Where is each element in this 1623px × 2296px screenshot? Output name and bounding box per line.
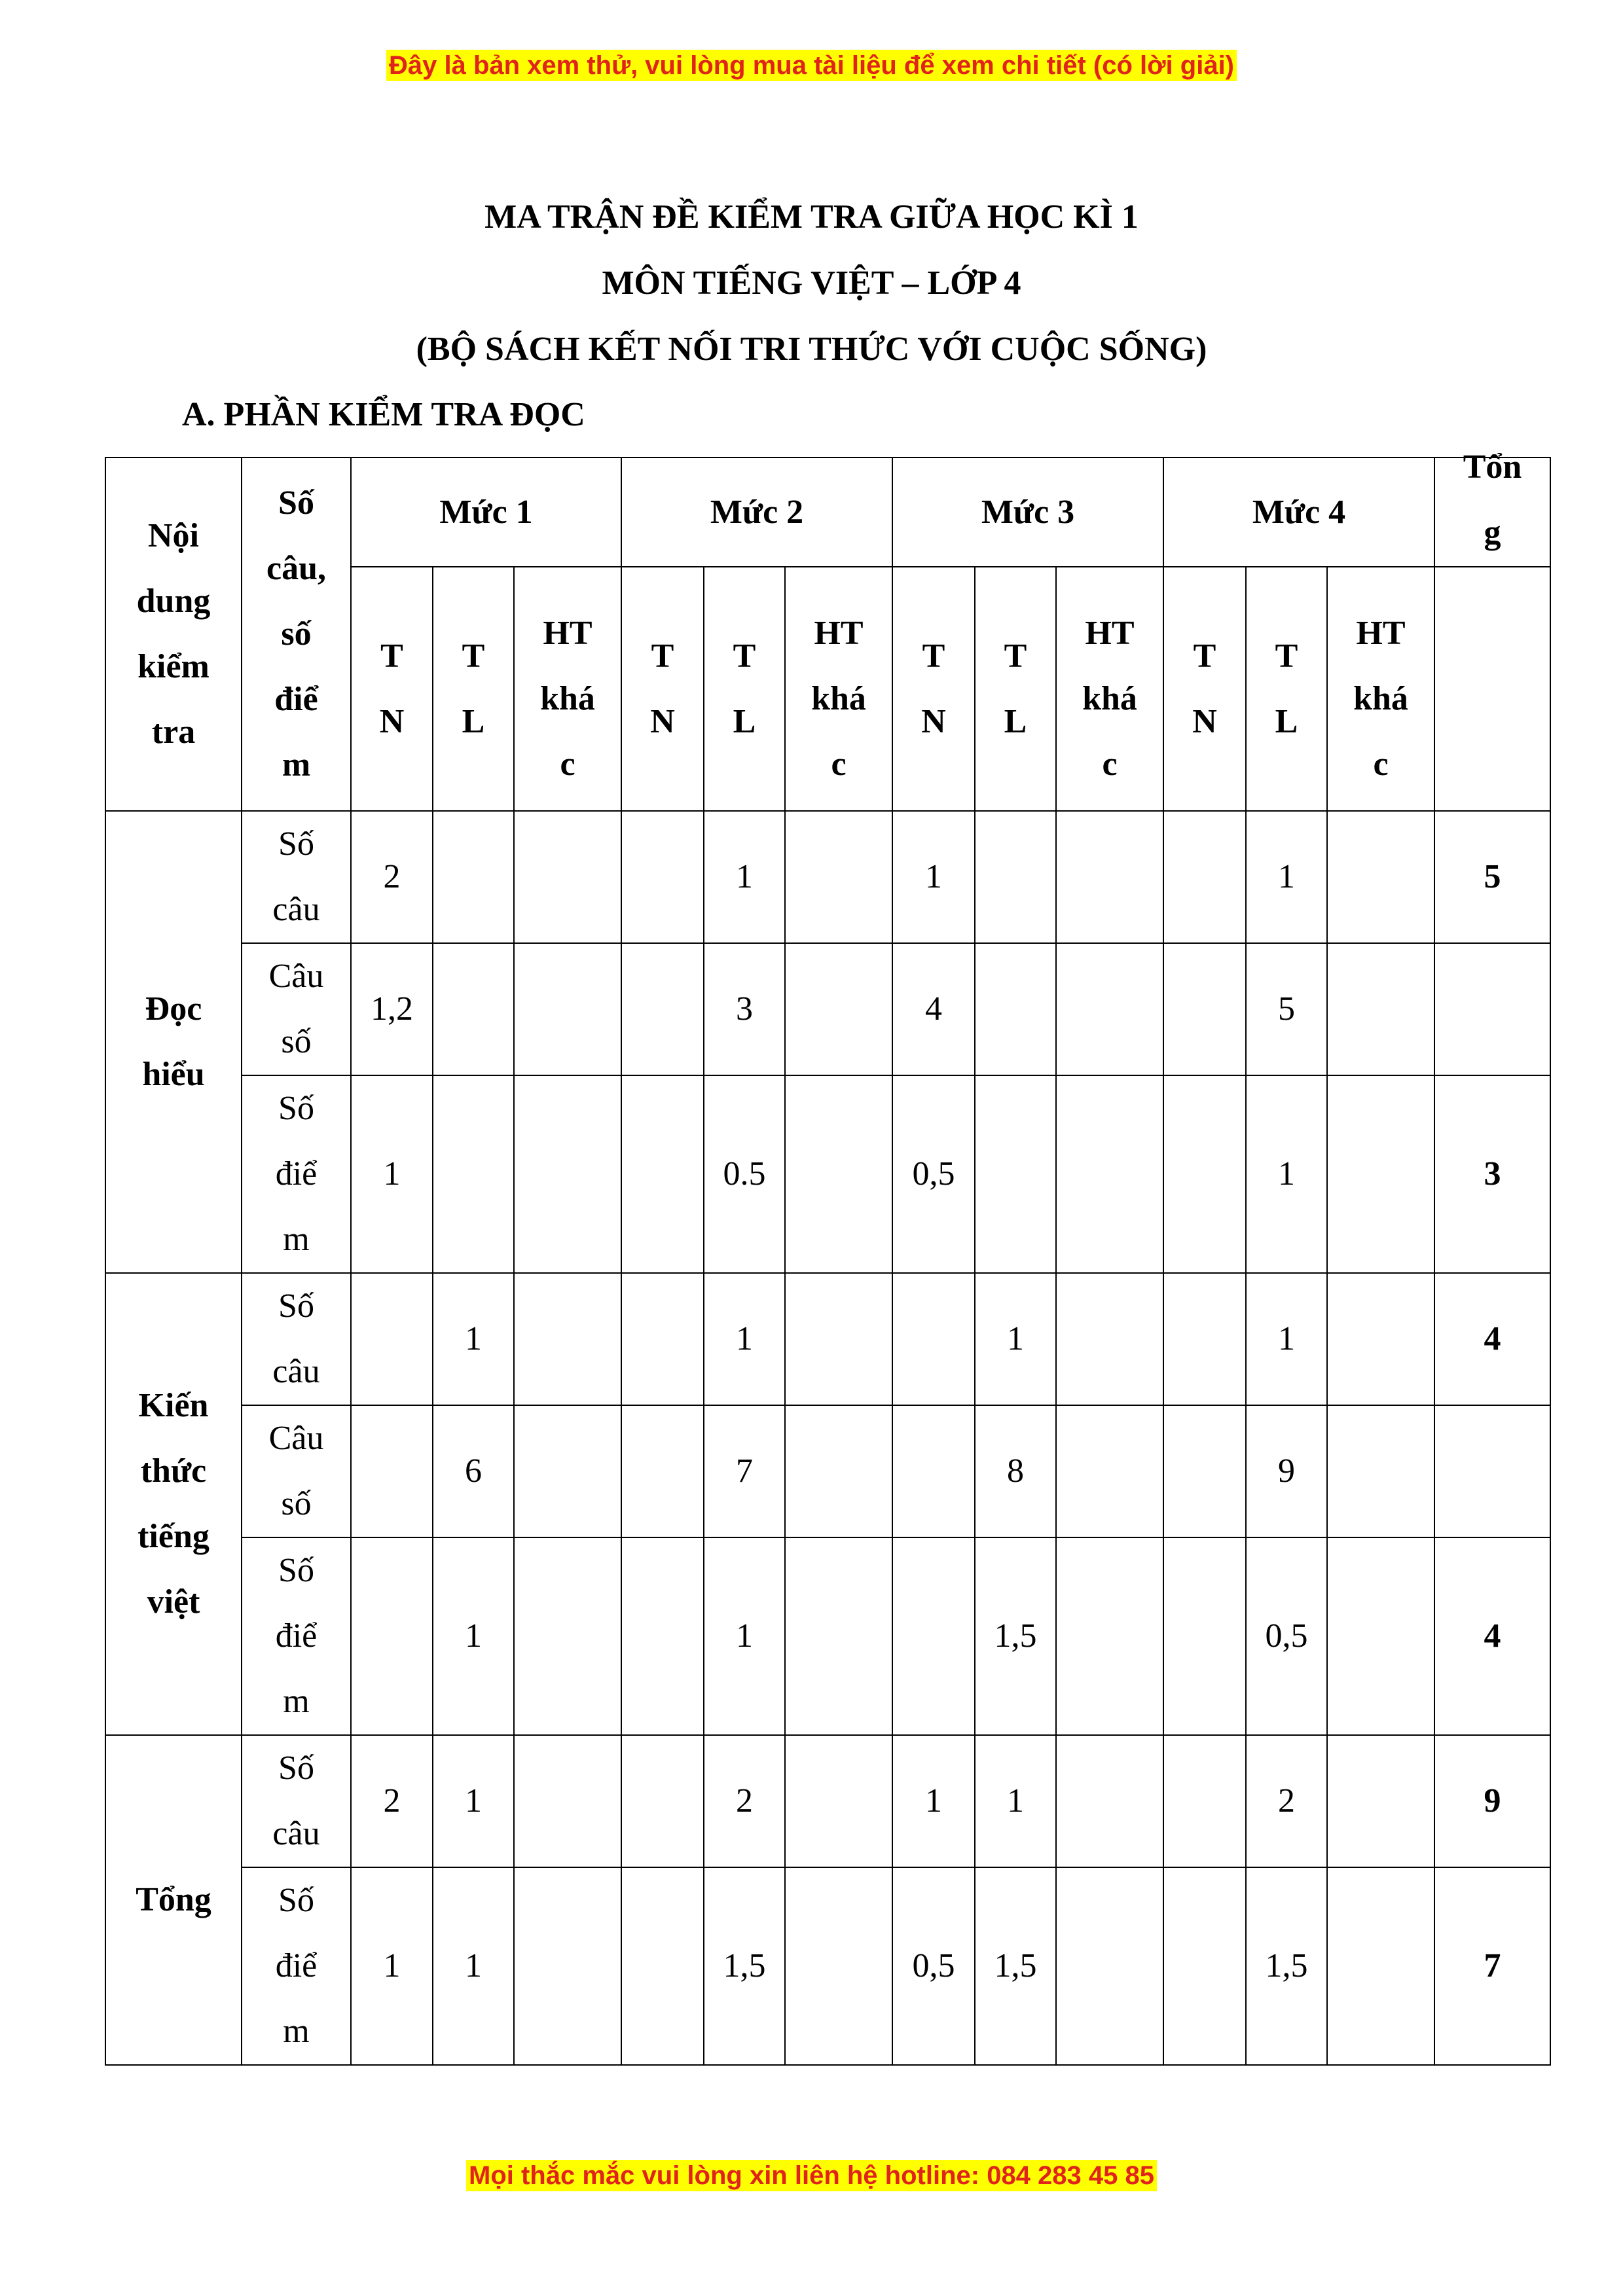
- data-cell: [621, 1867, 704, 2065]
- cell-text-line: số: [281, 1023, 312, 1060]
- document-title-line3: (BỘ SÁCH KẾT NỐI TRI THỨC VỚI CUỘC SỐNG): [416, 331, 1207, 368]
- cell-value: 1,5: [994, 1617, 1037, 1655]
- total-cell: [1434, 1537, 1550, 1735]
- cell-text-line: kiểm: [137, 648, 210, 685]
- data-cell: [621, 1405, 704, 1537]
- data-cell: [351, 1867, 433, 2065]
- data-cell: [621, 1537, 704, 1735]
- data-cell: [514, 1867, 621, 2065]
- header-ht-khac: [514, 567, 621, 811]
- data-cell: [1327, 1867, 1434, 2065]
- data-cell: [975, 1273, 1056, 1405]
- data-cell: [704, 1537, 785, 1735]
- cell-text-line: m: [283, 1221, 310, 1258]
- cell-text-line: c: [1102, 745, 1118, 783]
- header-tl: [433, 567, 514, 811]
- cell-text-line: HT: [543, 614, 593, 652]
- cell-text-line: g: [1484, 514, 1501, 551]
- cell-text-line: HT: [1356, 614, 1406, 652]
- cell-text-line: số: [281, 615, 312, 653]
- data-cell: [892, 1273, 975, 1405]
- cell-text-line: HT: [814, 614, 864, 652]
- data-cell: [621, 1735, 704, 1867]
- header-tong: [1434, 448, 1550, 567]
- data-cell: [433, 1537, 514, 1735]
- cell-value: 1: [465, 1947, 482, 1984]
- data-cell: [975, 1405, 1056, 1537]
- data-cell: [1327, 1537, 1434, 1735]
- group-doc_hieu: [105, 811, 242, 1273]
- cell-text-line: L: [1275, 702, 1298, 740]
- row-label-so_cau: [242, 811, 351, 943]
- cell-value: 6: [465, 1452, 482, 1490]
- cell-value: 1: [383, 1947, 401, 1984]
- data-cell: [975, 1075, 1056, 1273]
- cell-text-line: T: [651, 637, 674, 675]
- cell-text-line: Nội: [148, 517, 199, 554]
- data-cell: [785, 943, 892, 1075]
- level-label: Mức 1: [439, 493, 533, 531]
- total-value: 4: [1484, 1320, 1501, 1357]
- cell-text-line: m: [283, 2013, 310, 2050]
- data-cell: [351, 1273, 433, 1405]
- cell-value: 1,5: [723, 1947, 766, 1984]
- data-cell: [704, 1075, 785, 1273]
- group-tong: [105, 1735, 242, 2065]
- level-label: Mức 2: [710, 493, 804, 531]
- data-cell: [351, 1735, 433, 1867]
- total-value: 9: [1484, 1782, 1501, 1820]
- cell-text-line: Số: [278, 1287, 314, 1325]
- cell-text-line: T: [733, 637, 756, 675]
- data-cell: [433, 811, 514, 943]
- cell-text-line: N: [921, 702, 946, 740]
- cell-text-line: c: [1373, 745, 1389, 783]
- data-cell: [975, 1867, 1056, 2065]
- cell-text-line: số: [281, 1485, 312, 1522]
- header-ht-khac: [1327, 567, 1434, 811]
- cell-text-line: m: [282, 746, 311, 783]
- test-matrix-table: [105, 448, 1551, 2066]
- cell-value: 0,5: [912, 1155, 955, 1193]
- cell-text-line: Kiến: [138, 1387, 209, 1424]
- data-cell: [704, 1405, 785, 1537]
- data-cell: [1327, 943, 1434, 1075]
- cell-value: 1: [1278, 858, 1295, 895]
- header-ht-khac: [785, 567, 892, 811]
- data-cell: [1327, 1075, 1434, 1273]
- header-muc-3: [892, 457, 1163, 567]
- data-cell: [351, 943, 433, 1075]
- data-cell: [514, 943, 621, 1075]
- cell-value: 5: [1278, 990, 1295, 1028]
- data-cell: [1246, 1273, 1327, 1405]
- total-value: 3: [1484, 1155, 1501, 1193]
- header-tn: [1163, 567, 1246, 811]
- data-cell: [892, 1537, 975, 1735]
- total-cell: [1434, 943, 1550, 1075]
- cell-value: 2: [383, 858, 401, 895]
- total-cell: [1434, 1867, 1550, 2065]
- header-tong-blank: [1434, 567, 1550, 811]
- cell-value: 1: [383, 1155, 401, 1193]
- cell-text-line: Câu: [268, 1420, 324, 1457]
- total-cell: [1434, 1735, 1550, 1867]
- header-tn: [892, 567, 975, 811]
- data-cell: [351, 1405, 433, 1537]
- data-cell: [351, 811, 433, 943]
- cell-text-line: T: [1275, 637, 1298, 675]
- cell-text-line: điể: [274, 681, 318, 718]
- cell-text-line: khá: [1082, 679, 1137, 717]
- data-cell: [1327, 811, 1434, 943]
- row-label-so_cau: [242, 1273, 351, 1405]
- data-cell: [1056, 811, 1163, 943]
- cell-text-line: N: [650, 702, 675, 740]
- data-cell: [785, 811, 892, 943]
- header-muc-2: [621, 457, 892, 567]
- header-tl: [704, 567, 785, 811]
- document-title-line2: MÔN TIẾNG VIỆT – LỚP 4: [602, 264, 1021, 302]
- cell-value: 8: [1007, 1452, 1024, 1490]
- data-cell: [1056, 1405, 1163, 1537]
- cell-value: 2: [1278, 1782, 1295, 1820]
- cell-text-line: Tổng: [136, 1881, 211, 1918]
- data-cell: [704, 1273, 785, 1405]
- cell-text-line: Số: [278, 484, 314, 522]
- header-muc-1: [351, 457, 621, 567]
- cell-text-line: m: [283, 1683, 310, 1720]
- header-muc-4: [1163, 457, 1434, 567]
- data-cell: [785, 1405, 892, 1537]
- data-cell: [514, 1405, 621, 1537]
- cell-text-line: điể: [275, 1617, 318, 1655]
- cell-text-line: T: [462, 637, 485, 675]
- data-cell: [704, 1867, 785, 2065]
- cell-text-line: khá: [1353, 679, 1408, 717]
- data-cell: [785, 1273, 892, 1405]
- cell-value: 1,5: [994, 1947, 1037, 1984]
- data-cell: [975, 1735, 1056, 1867]
- cell-text-line: Tổn: [1463, 448, 1522, 486]
- data-cell: [433, 1735, 514, 1867]
- data-cell: [1163, 1405, 1246, 1537]
- data-cell: [514, 1273, 621, 1405]
- cell-value: 2: [736, 1782, 753, 1820]
- data-cell: [1056, 1273, 1163, 1405]
- data-cell: [621, 811, 704, 943]
- row-label-so_cau: [242, 1735, 351, 1867]
- cell-text-line: T: [922, 637, 945, 675]
- cell-text-line: tiếng: [137, 1518, 210, 1555]
- cell-text-line: N: [379, 702, 405, 740]
- data-cell: [1163, 1537, 1246, 1735]
- data-cell: [514, 1075, 621, 1273]
- cell-value: 1: [925, 1782, 942, 1820]
- cell-text-line: thức: [140, 1452, 207, 1490]
- cell-value: 0,5: [912, 1947, 955, 1984]
- cell-value: 0.5: [723, 1155, 766, 1193]
- data-cell: [1246, 1075, 1327, 1273]
- data-cell: [621, 943, 704, 1075]
- cell-text-line: N: [1192, 702, 1217, 740]
- data-cell: [1327, 1735, 1434, 1867]
- cell-value: 3: [736, 990, 753, 1028]
- cell-value: 1: [736, 1617, 753, 1655]
- data-cell: [351, 1537, 433, 1735]
- header-tn: [621, 567, 704, 811]
- total-value: 4: [1484, 1617, 1501, 1655]
- data-cell: [892, 943, 975, 1075]
- data-cell: [1246, 1735, 1327, 1867]
- data-cell: [621, 1273, 704, 1405]
- total-cell: [1434, 1273, 1550, 1405]
- document-title-line1: MA TRẬN ĐỀ KIỂM TRA GIỮA HỌC KÌ 1: [484, 198, 1139, 236]
- cell-value: 7: [736, 1452, 753, 1490]
- cell-text-line: Đọc: [145, 990, 202, 1028]
- cell-text-line: Câu: [268, 958, 324, 995]
- data-cell: [621, 1075, 704, 1273]
- cell-value: 1: [736, 858, 753, 895]
- cell-text-line: Số: [278, 825, 314, 863]
- cell-text-line: câu: [272, 891, 320, 928]
- cell-value: 1: [1007, 1782, 1024, 1820]
- data-cell: [514, 811, 621, 943]
- data-cell: [433, 1075, 514, 1273]
- total-value: 7: [1484, 1947, 1501, 1984]
- cell-value: 2: [383, 1782, 401, 1820]
- cell-text-line: Số: [278, 1749, 314, 1787]
- cell-text-line: Số: [278, 1882, 314, 1919]
- cell-text-line: L: [733, 702, 756, 740]
- cell-text-line: tra: [151, 713, 196, 751]
- header-tl: [975, 567, 1056, 811]
- total-cell: [1434, 1075, 1550, 1273]
- data-cell: [1163, 1075, 1246, 1273]
- data-cell: [1163, 1867, 1246, 2065]
- data-cell: [785, 1867, 892, 2065]
- cell-text-line: hiểu: [142, 1056, 205, 1093]
- data-cell: [975, 811, 1056, 943]
- data-cell: [1163, 811, 1246, 943]
- cell-text-line: câu: [272, 1815, 320, 1852]
- cell-value: 1: [465, 1617, 482, 1655]
- group-kien_thuc: [105, 1273, 242, 1735]
- data-cell: [433, 1273, 514, 1405]
- cell-text-line: T: [380, 637, 403, 675]
- header-noi-dung: [105, 457, 242, 811]
- data-cell: [351, 1075, 433, 1273]
- cell-text-line: việt: [147, 1583, 200, 1621]
- data-cell: [892, 1867, 975, 2065]
- data-cell: [704, 811, 785, 943]
- header-ht-khac: [1056, 567, 1163, 811]
- data-cell: [892, 1405, 975, 1537]
- data-cell: [433, 1867, 514, 2065]
- cell-value: 1: [736, 1320, 753, 1357]
- total-value: 5: [1484, 858, 1501, 895]
- preview-notice-banner: Đây là bản xem thử, vui lòng mua tài liệu để xem chi tiết (có lời giải): [0, 51, 1623, 81]
- data-cell: [1163, 1273, 1246, 1405]
- row-label-so_diem: [242, 1867, 351, 2065]
- header-so-cau-so-diem: [242, 457, 351, 811]
- data-cell: [1246, 1867, 1327, 2065]
- data-cell: [1056, 1537, 1163, 1735]
- cell-value: 1,2: [371, 990, 413, 1028]
- data-cell: [1056, 1735, 1163, 1867]
- level-label: Mức 4: [1252, 493, 1346, 531]
- total-cell: [1434, 811, 1550, 943]
- data-cell: [433, 943, 514, 1075]
- data-cell: [1246, 1405, 1327, 1537]
- cell-text-line: điể: [275, 1947, 318, 1984]
- cell-text-line: L: [462, 702, 485, 740]
- cell-text-line: khá: [811, 679, 866, 717]
- data-cell: [892, 811, 975, 943]
- data-cell: [785, 1075, 892, 1273]
- data-cell: [433, 1405, 514, 1537]
- cell-text-line: điể: [275, 1155, 318, 1193]
- data-cell: [514, 1537, 621, 1735]
- cell-value: 1: [925, 858, 942, 895]
- cell-value: 1: [1278, 1320, 1295, 1357]
- cell-text-line: Số: [278, 1090, 314, 1127]
- cell-text-line: L: [1004, 702, 1027, 740]
- data-cell: [975, 943, 1056, 1075]
- cell-text-line: T: [1193, 637, 1216, 675]
- row-label-so_diem: [242, 1537, 351, 1735]
- data-cell: [704, 943, 785, 1075]
- cell-value: 1: [1007, 1320, 1024, 1357]
- data-cell: [514, 1735, 621, 1867]
- cell-text-line: c: [831, 745, 847, 783]
- data-cell: [1056, 1867, 1163, 2065]
- cell-text-line: Số: [278, 1552, 314, 1589]
- section-heading: A. PHẦN KIỂM TRA ĐỌC: [182, 396, 585, 433]
- cell-value: 1: [465, 1782, 482, 1820]
- data-cell: [1246, 811, 1327, 943]
- data-cell: [1327, 1405, 1434, 1537]
- cell-text-line: câu,: [266, 550, 326, 587]
- level-label: Mức 3: [981, 493, 1075, 531]
- data-cell: [785, 1537, 892, 1735]
- data-cell: [892, 1735, 975, 1867]
- data-cell: [1056, 1075, 1163, 1273]
- row-label-cau_so: [242, 943, 351, 1075]
- cell-text-line: dung: [136, 583, 211, 620]
- total-cell: [1434, 1405, 1550, 1537]
- cell-text-line: khá: [540, 679, 595, 717]
- cell-value: 9: [1278, 1452, 1295, 1490]
- row-label-cau_so: [242, 1405, 351, 1537]
- cell-value: 1: [465, 1320, 482, 1357]
- cell-text-line: HT: [1085, 614, 1135, 652]
- cell-value: 4: [925, 990, 942, 1028]
- data-cell: [1163, 943, 1246, 1075]
- cell-value: 1: [1278, 1155, 1295, 1193]
- hotline-banner: Mọi thắc mắc vui lòng xin liên hệ hotline: 084 283 45 85: [0, 2161, 1623, 2191]
- data-cell: [704, 1735, 785, 1867]
- data-cell: [785, 1735, 892, 1867]
- header-tn: [351, 567, 433, 811]
- data-cell: [1163, 1735, 1246, 1867]
- data-cell: [892, 1075, 975, 1273]
- cell-value: 1,5: [1265, 1947, 1308, 1984]
- data-cell: [1246, 1537, 1327, 1735]
- cell-text-line: c: [560, 745, 575, 783]
- data-cell: [1056, 943, 1163, 1075]
- data-cell: [1327, 1273, 1434, 1405]
- cell-value: 0,5: [1265, 1617, 1308, 1655]
- data-cell: [1246, 943, 1327, 1075]
- cell-text-line: T: [1004, 637, 1027, 675]
- data-cell: [975, 1537, 1056, 1735]
- header-tl: [1246, 567, 1327, 811]
- row-label-so_diem: [242, 1075, 351, 1273]
- cell-text-line: câu: [272, 1353, 320, 1390]
